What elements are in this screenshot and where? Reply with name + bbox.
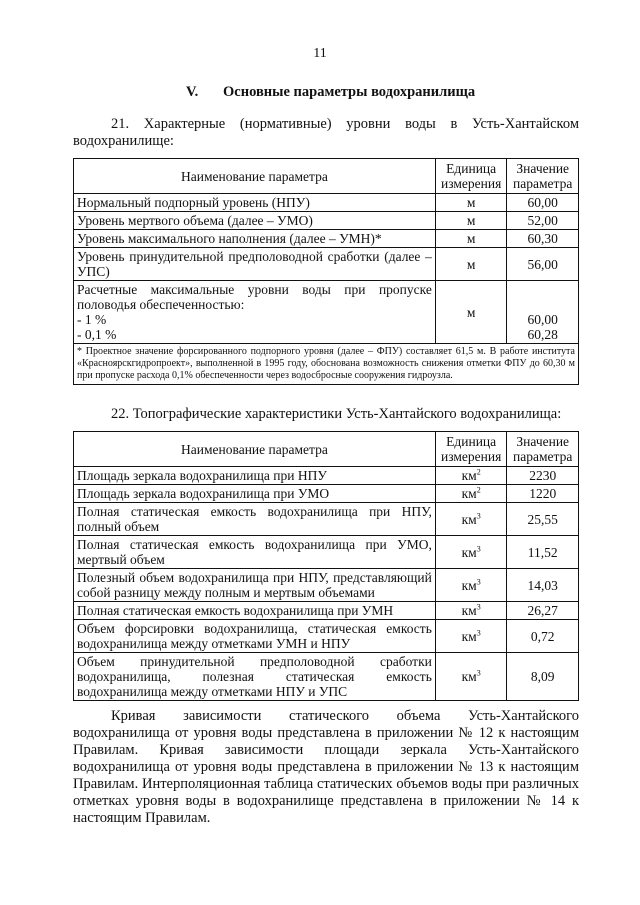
row-value: 14,03: [507, 569, 579, 602]
row-unit: м: [435, 212, 507, 230]
row-value: 26,27: [507, 602, 579, 620]
flood-sub1-label: - 1 %: [77, 312, 107, 327]
row-unit: [435, 653, 507, 701]
row-unit: [435, 467, 507, 485]
table-row: [74, 212, 579, 230]
header-unit: Единица измерения: [435, 159, 507, 194]
footnote-row: [74, 344, 579, 385]
row-unit: [435, 536, 507, 569]
unit-base: км: [461, 511, 477, 527]
flood-sub2-label: - 0,1 %: [77, 327, 117, 342]
row-value: 2230: [507, 467, 579, 485]
topographic-table: [73, 431, 579, 701]
row-value: 0,72: [507, 620, 579, 653]
flood-row-label: Расчетные максимальные уровни воды при пропуске половодья обеспеченностью:: [77, 282, 432, 312]
unit-base: км: [461, 669, 477, 684]
row-name: Полная статическая емкость водохранилища при НПУ, полный объем: [74, 503, 436, 536]
row-unit: [435, 620, 507, 653]
row-unit: [435, 485, 507, 503]
table-row: [74, 503, 579, 536]
row-value: 8,09: [507, 653, 579, 701]
row-unit: м: [435, 194, 507, 212]
row-name: Объем принудительной предполоводной сработки водохранилища, полезная статическая емкость водохранилища между отметками НПУ и УПС: [74, 653, 436, 701]
header-name: Наименование параметра: [74, 432, 436, 467]
unit-base: км: [461, 468, 477, 483]
unit-base: км: [461, 603, 477, 618]
row-value: 60,00: [507, 194, 579, 212]
unit-base: км: [461, 628, 477, 644]
header-value: Значение параметра: [507, 432, 579, 467]
row-value: [507, 281, 579, 344]
table-header-row: [74, 159, 579, 194]
table-row: [74, 653, 579, 701]
unit-exponent: 3: [476, 544, 481, 553]
table-row: [74, 569, 579, 602]
header-name: Наименование параметра: [74, 159, 436, 194]
row-name: [74, 281, 436, 344]
item-21-text: 21. Характерные (нормативные) уровни воды в Усть-Хантайском водохранилище:: [73, 116, 579, 149]
row-value: 52,00: [507, 212, 579, 230]
table-row: [74, 602, 579, 620]
row-unit: [435, 602, 507, 620]
section-number: V.: [186, 84, 199, 100]
table-footnote: * Проектное значение форсированного подпорного уровня (далее – ФПУ) составляет 61,5 м. В работе института «Красноярскгидропроект», выполненной в 1995 году, обоснована возможность снижения отметки ФПУ до 60,30 м при пропуске расхода 0,1% обеспеченности через водосбросные сооружения гидроузла.: [74, 344, 579, 385]
row-value: 60,30: [507, 230, 579, 248]
row-unit: м: [435, 230, 507, 248]
table-row: [74, 248, 579, 281]
page-number: 11: [313, 46, 327, 61]
row-name: Полная статическая емкость водохранилища при УМН: [74, 602, 436, 620]
item-22-text: 22. Топографические характеристики Усть-Хантайского водохранилища:: [111, 406, 562, 422]
row-unit: [435, 503, 507, 536]
unit-exponent: 2: [476, 467, 481, 477]
item-21-intro: [73, 116, 579, 150]
row-name: Уровень максимального наполнения (далее – УМН)*: [74, 230, 436, 248]
row-name: Объем форсировки водохранилища, статическая емкость водохранилища между отметками УМН и НПУ: [74, 620, 436, 653]
table-row: [74, 194, 579, 212]
header-unit: Единица измерения: [435, 432, 507, 467]
table-row-flood-levels: [74, 281, 579, 344]
header-value: Значение параметра: [507, 159, 579, 194]
row-unit: м: [435, 281, 507, 344]
row-unit: м: [435, 248, 507, 281]
row-name: Уровень мертвого объема (далее – УМО): [74, 212, 436, 230]
unit-exponent: 3: [476, 511, 481, 520]
unit-exponent: 3: [476, 602, 481, 612]
unit-base: км: [461, 577, 477, 593]
unit-base: км: [461, 486, 477, 501]
table-header-row: [74, 432, 579, 467]
row-value: 25,55: [507, 503, 579, 536]
row-name: Полная статическая емкость водохранилища при УМО, мертвый объем: [74, 536, 436, 569]
section-title: Основные параметры водохранилища: [223, 84, 476, 100]
item-22-intro: [73, 406, 579, 423]
row-name: Уровень принудительной предполоводной сработки (далее – УПС): [74, 248, 436, 281]
unit-exponent: 3: [476, 628, 481, 637]
row-name: Нормальный подпорный уровень (НПУ): [74, 194, 436, 212]
unit-base: км: [461, 544, 477, 560]
unit-exponent: 3: [476, 668, 481, 678]
row-value: 1220: [507, 485, 579, 503]
row-name: Площадь зеркала водохранилища при НПУ: [74, 467, 436, 485]
appendix-reference-paragraph: Кривая зависимости статического объема Усть-Хантайского водохранилища от уровня воды представлена в приложении № 12 к настоящим Правилам. Кривая зависимости площади зеркала Усть-Хантайского водохранилища от уровня воды представлена в приложении № 13 к настоящим Правилам. Интерполяционная таблица статических объемов воды при различных отметках уровня воды в водохранилище представлена в приложении № 14 к настоящим Правилам.: [73, 708, 579, 826]
water-levels-table: [73, 158, 579, 385]
table-row: [74, 536, 579, 569]
flood-sub1-value: 60,00: [527, 312, 558, 327]
unit-exponent: 2: [476, 485, 481, 495]
table-row: [74, 230, 579, 248]
row-unit: [435, 569, 507, 602]
unit-exponent: 3: [476, 577, 481, 586]
table-row: [74, 620, 579, 653]
flood-sub2-value: 60,28: [527, 327, 558, 342]
row-name: Площадь зеркала водохранилища при УМО: [74, 485, 436, 503]
table-row: [74, 485, 579, 503]
row-name: Полезный объем водохранилища при НПУ, представляющий собой разницу между полным и мертвым объемами: [74, 569, 436, 602]
row-value: 11,52: [507, 536, 579, 569]
row-value: 56,00: [507, 248, 579, 281]
table-row: [74, 467, 579, 485]
